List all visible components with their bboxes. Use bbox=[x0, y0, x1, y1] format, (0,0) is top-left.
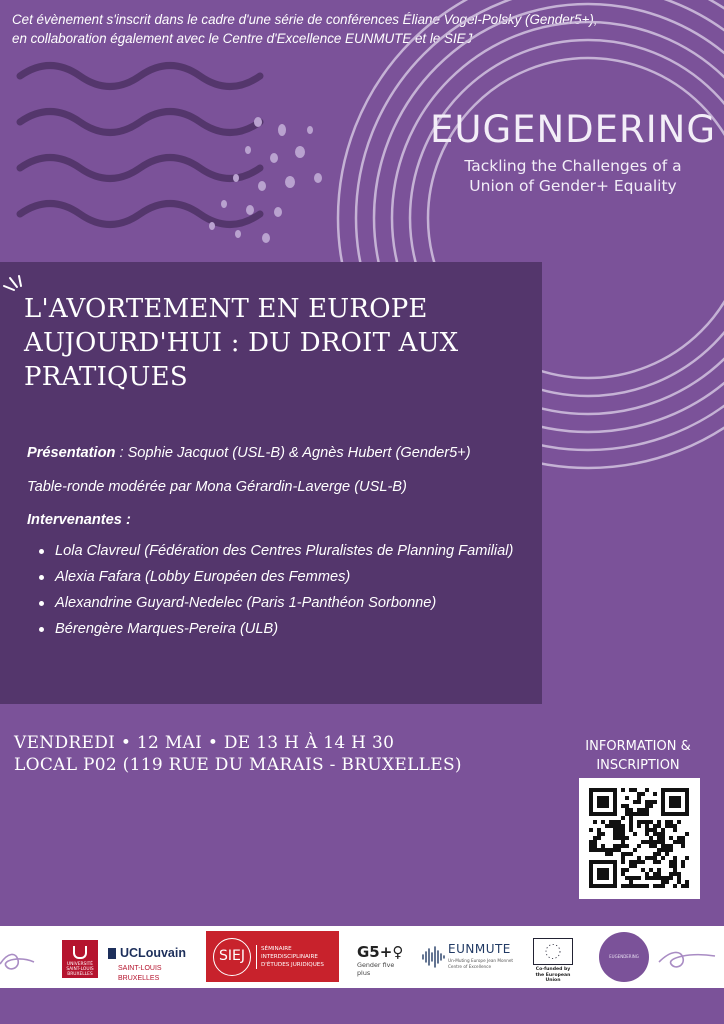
speakers-label: Intervenantes : bbox=[27, 512, 131, 528]
event-details bbox=[27, 443, 535, 642]
usl-mark-icon bbox=[73, 946, 87, 959]
event-title-line-2: AUJOURD'HUI : DU DROIT AUX bbox=[24, 328, 459, 358]
brand-title: EUGENDERING bbox=[430, 108, 717, 151]
qr-code[interactable] bbox=[579, 778, 700, 899]
event-title-line-1: L'AVORTEMENT EN EUROPE bbox=[24, 294, 428, 324]
usl-logo[interactable]: UNIVERSITÉ SAINT-LOUIS BRUXELLES bbox=[62, 940, 98, 978]
siej-logo[interactable]: SIEJ SÉMINAIRE INTERDISCIPLINAIRE D'ÉTUDES JURIDIQUES bbox=[206, 931, 339, 982]
info-inscription-label: INFORMATION & INSCRIPTION bbox=[585, 739, 691, 773]
eugendering-brand bbox=[430, 108, 716, 196]
qr-finder-pattern bbox=[669, 796, 681, 808]
squiggle-decoration bbox=[0, 948, 40, 974]
date-location bbox=[14, 732, 514, 776]
eu-flag-icon bbox=[533, 938, 573, 965]
eugendering-small-logo[interactable]: EUGENDERING bbox=[599, 932, 649, 982]
squiggle-decoration bbox=[657, 944, 717, 972]
presentation-text: : Sophie Jacquot (USL-B) & Agnès Hubert (Gender5+) bbox=[115, 445, 471, 461]
brand-subtitle-line-1: Tackling the Challenges of a bbox=[464, 157, 682, 175]
speaker-item: Alexia Fafara (Lobby Européen des Femmes) bbox=[39, 564, 535, 590]
qr-code-icon bbox=[579, 778, 700, 899]
intro-line-2: en collaboration également avec le Centre d'Excellence EUNMUTE et le SIEJ bbox=[12, 31, 473, 46]
speaker-item: Alexandrine Guyard-Nedelec (Paris 1-Panthéon Sorbonne) bbox=[39, 590, 535, 616]
wave-line bbox=[20, 158, 260, 179]
eunmute-logo[interactable]: EUNMUTE Un-Muting Europe Jean Monnet Centre of Excellence bbox=[421, 942, 517, 974]
speakers-list bbox=[27, 538, 535, 642]
soundwave-icon bbox=[421, 946, 445, 968]
event-date: VENDREDI • 12 MAI • DE 13 H À 14 H 30 bbox=[14, 733, 395, 753]
eu-cofunded-logo[interactable]: Co-funded by the European Union bbox=[531, 938, 575, 984]
moderation-line: Table-ronde modérée par Mona Gérardin-Laverge (USL-B) bbox=[27, 479, 407, 495]
event-title bbox=[24, 292, 534, 394]
intro-line-1: Cet évènement s'inscrit dans le cadre d'une série de conférences Éliane Vogel-Polsky (Gender5+), bbox=[12, 12, 598, 27]
qr-finder-pattern bbox=[597, 796, 609, 808]
qr-finder-pattern bbox=[597, 868, 609, 880]
brand-subtitle-line-2: Union of Gender+ Equality bbox=[469, 177, 677, 195]
speaker-item: Lola Clavreul (Fédération des Centres Pluralistes de Planning Familial) bbox=[39, 538, 535, 564]
wave-line bbox=[20, 66, 260, 87]
uclouvain-logo[interactable]: UCLouvain SAINT-LOUIS BRUXELLES bbox=[108, 946, 200, 976]
wave-line bbox=[20, 112, 260, 133]
speaker-item: Bérengère Marques-Pereira (ULB) bbox=[39, 616, 535, 642]
event-title-line-3: PRATIQUES bbox=[24, 362, 188, 392]
gender5plus-logo[interactable]: G5+♀ Gender five plus bbox=[357, 943, 404, 977]
presentation-line bbox=[27, 443, 535, 463]
presentation-label: Présentation bbox=[27, 445, 116, 461]
event-location: LOCAL P02 (119 RUE DU MARAIS - BRUXELLES) bbox=[14, 755, 462, 775]
